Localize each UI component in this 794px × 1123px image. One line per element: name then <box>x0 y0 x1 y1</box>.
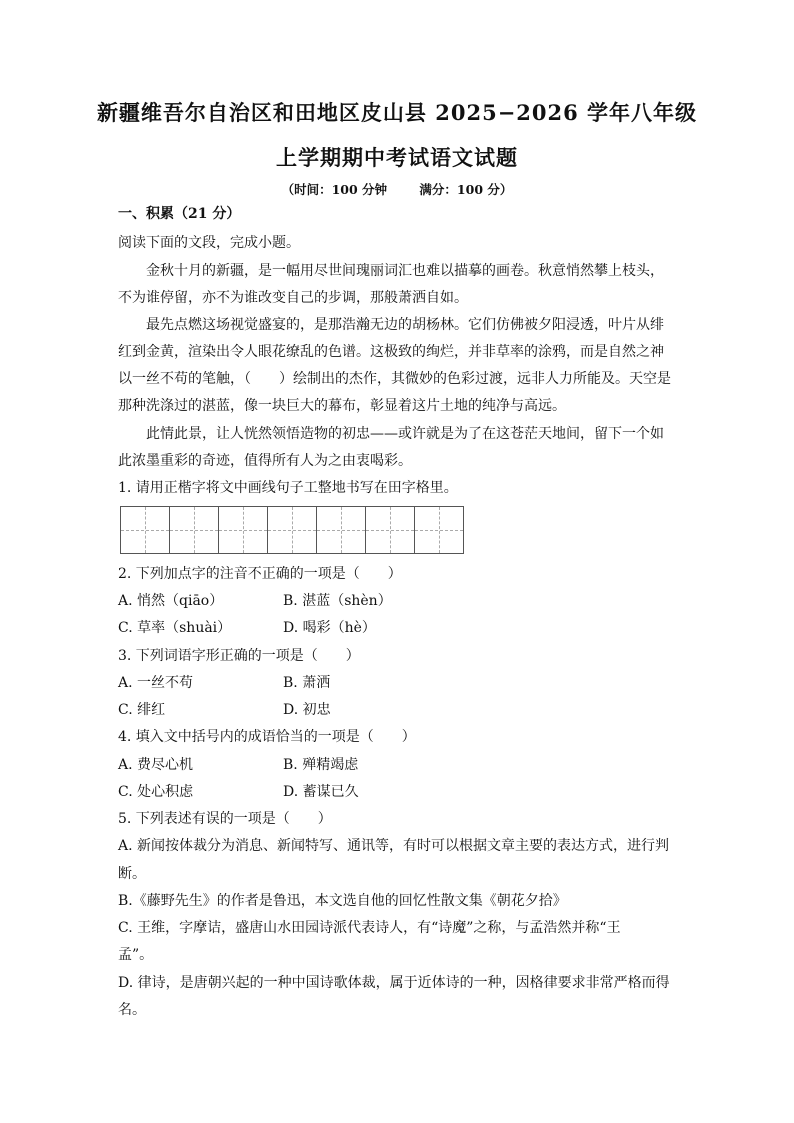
q4-option-c[interactable]: C. 处心积虑 <box>118 784 194 800</box>
q2-option-d[interactable]: D. 喝彩（hè） <box>283 620 376 636</box>
q3-option-b[interactable]: B. 萧洒 <box>283 675 331 691</box>
q2-option-a[interactable]: A. 悄然（qiāo） <box>118 593 224 609</box>
passage-line: 金秋十月的新疆，是一幅用尽世间瑰丽词汇也难以描摹的画卷。秋意悄然攀上枝头， <box>146 263 664 279</box>
q5-option-a[interactable]: A. 新闻按体裁分为消息、新闻特写、通讯等，有时可以根据文章主要的表达方式，进行判 <box>118 838 670 854</box>
q5-option-b[interactable]: B.《藤野先生》的作者是鲁迅，本文选自他的回忆性散文集《朝花夕拾》 <box>118 893 567 909</box>
grid-cell[interactable] <box>170 507 219 553</box>
writing-grid[interactable] <box>120 506 464 554</box>
section-heading: 一、积累（21 分） <box>118 206 241 222</box>
passage-line: 此浓墨重彩的奇迹，值得所有人为之由衷喝彩。 <box>118 453 412 469</box>
grid-cell[interactable] <box>219 507 268 553</box>
passage-line: 最先点燃这场视觉盛宴的，是那浩瀚无边的胡杨林。它们仿佛被夕阳浸透，叶片从绯 <box>146 317 664 333</box>
grid-cell[interactable] <box>415 507 463 553</box>
q4-option-d[interactable]: D. 蓄谋已久 <box>283 784 359 800</box>
passage-line: 此情此景，让人恍然领悟造物的初忠——或许就是为了在这苍茫天地间，留下一个如 <box>146 426 664 442</box>
q5-option-d[interactable]: D. 律诗，是唐朝兴起的一种中国诗歌体裁，属于近体诗的一种，因格律要求非常严格而得 <box>118 975 670 991</box>
question-2: 2. 下列加点字的注音不正确的一项是（ ） <box>118 566 402 582</box>
exam-title-line1: 新疆维吾尔自治区和田地区皮山县 2025−2026 学年八年级 <box>96 100 698 125</box>
question-5: 5. 下列表述有误的一项是（ ） <box>118 811 332 827</box>
q2-option-c[interactable]: C. 草率（shuài） <box>118 620 232 636</box>
q4-option-a[interactable]: A. 费尽心机 <box>118 757 194 773</box>
q5-option-d-cont: 名。 <box>118 1002 146 1018</box>
grid-cell[interactable] <box>121 507 170 553</box>
exam-title-line2: 上学期期中考试语文试题 <box>276 145 518 170</box>
grid-cell[interactable] <box>317 507 366 553</box>
q3-option-a[interactable]: A. 一丝不苟 <box>118 675 194 691</box>
grid-cell[interactable] <box>268 507 317 553</box>
time-info: （时间：100 分钟 <box>281 182 388 197</box>
q5-option-c[interactable]: C. 王维，字摩诘，盛唐山水田园诗派代表诗人，有“诗魔”之称，与孟浩然并称“王 <box>118 920 621 936</box>
q5-option-a-cont: 断。 <box>118 866 146 882</box>
instruction: 阅读下面的文段，完成小题。 <box>118 235 300 251</box>
q5-option-c-cont: 孟”。 <box>118 947 154 963</box>
q3-option-c[interactable]: C. 绯红 <box>118 702 166 718</box>
score-info: 满分：100 分） <box>419 182 513 197</box>
q4-option-b[interactable]: B. 殚精竭虑 <box>283 757 359 773</box>
q2-option-b[interactable]: B. 湛蓝（shèn） <box>283 593 392 609</box>
passage-line: 以一丝不苟的笔触，（ ）绘制出的杰作，其微妙的色彩过渡，远非人力所能及。天空是 <box>118 371 671 387</box>
question-1: 1. 请用正楷字将文中画线句子工整地书写在田字格里。 <box>118 480 458 496</box>
question-3: 3. 下列词语字形正确的一项是（ ） <box>118 648 360 664</box>
question-4: 4. 填入文中括号内的成语恰当的一项是（ ） <box>118 729 416 745</box>
exam-meta <box>0 180 794 198</box>
q3-option-d[interactable]: D. 初忠 <box>283 702 331 718</box>
passage-line: 红到金黄，渲染出令人眼花缭乱的色谱。这极致的绚烂，并非草率的涂鸦，而是自然之神 <box>118 344 664 360</box>
passage-line: 不为谁停留，亦不为谁改变自己的步调，那般萧洒自如。 <box>118 290 468 306</box>
grid-cell[interactable] <box>366 507 415 553</box>
passage-line: 那种洗涤过的湛蓝，像一块巨大的幕布，彰显着这片土地的纯净与高远。 <box>118 398 566 414</box>
